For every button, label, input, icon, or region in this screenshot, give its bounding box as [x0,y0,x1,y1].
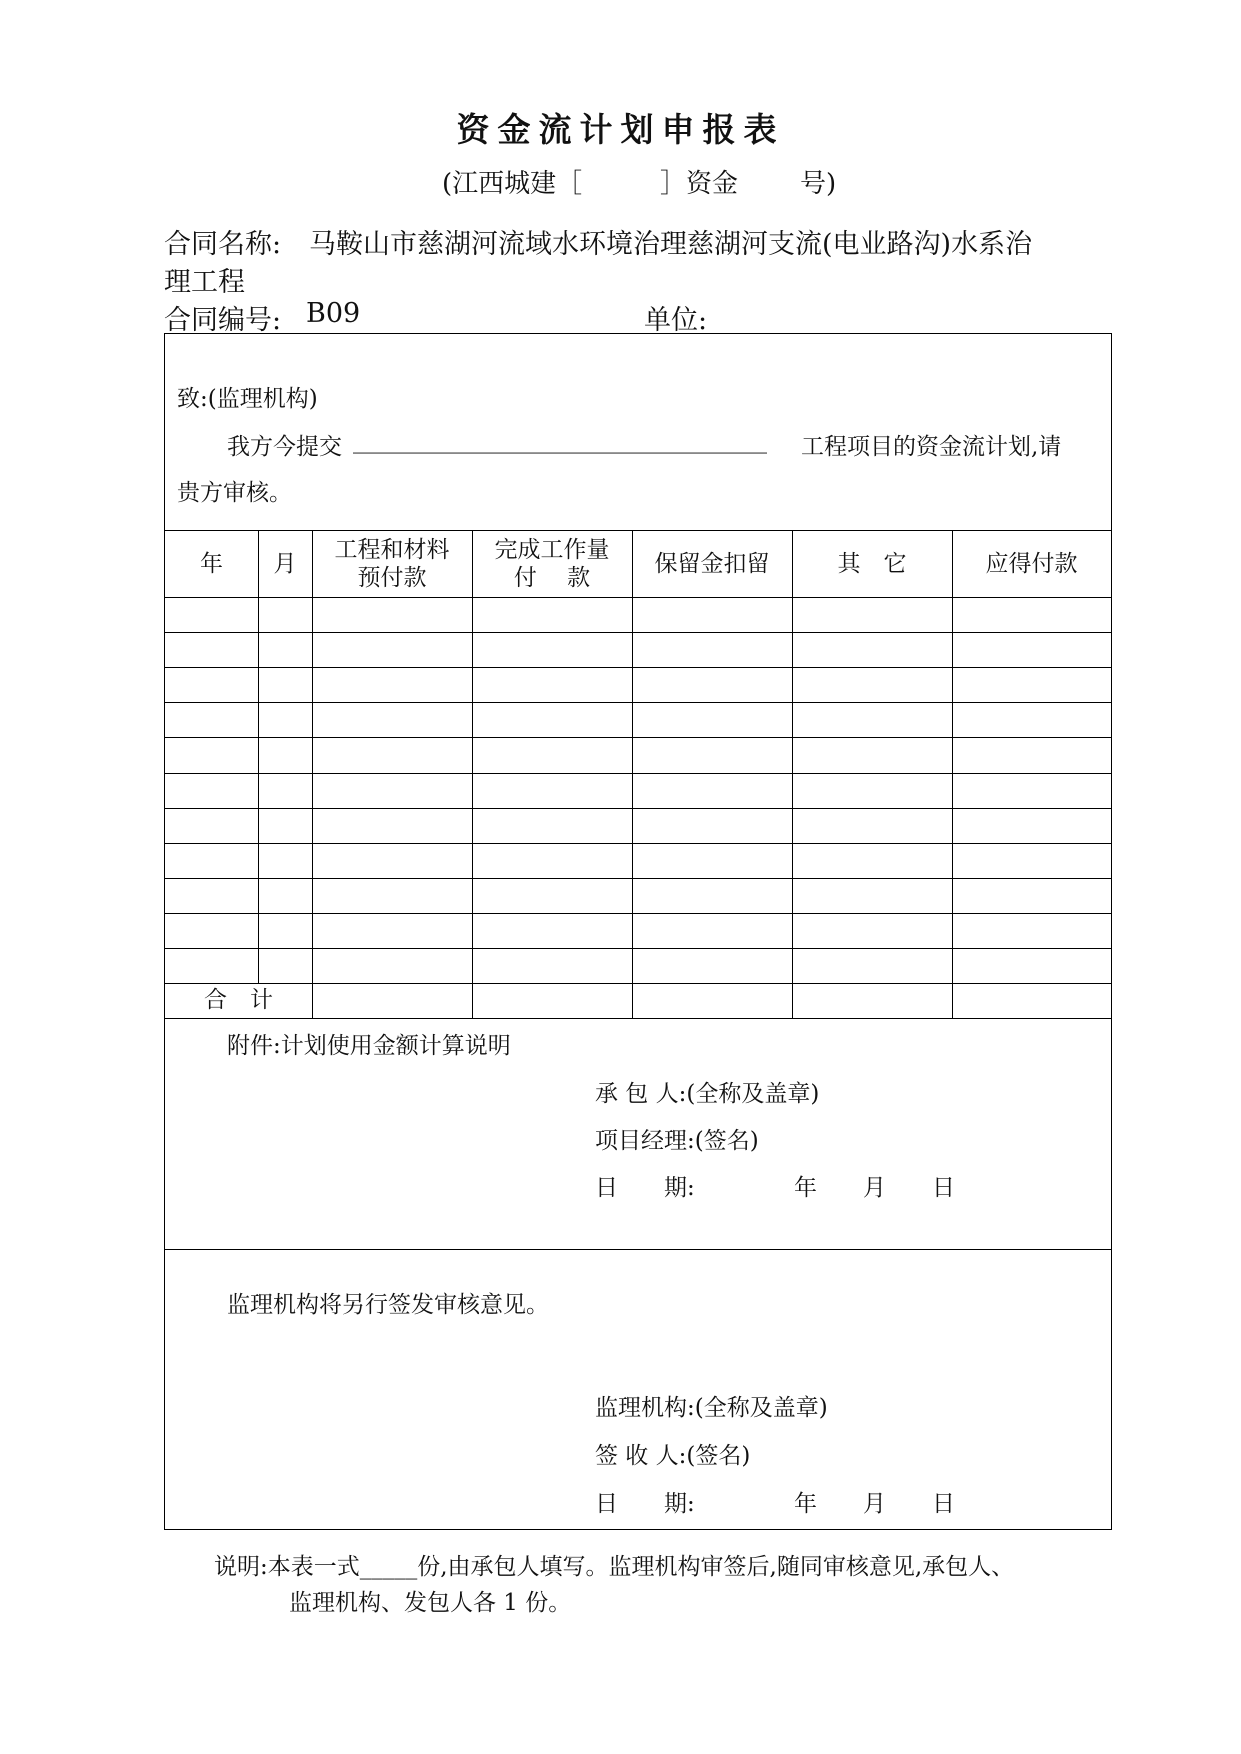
supervisor-org-sign: 监理机构:(全称及盖章) [595,1395,828,1421]
table-header-cell [258,530,312,597]
section-divider [165,1249,1111,1250]
form-frame [164,333,1112,1530]
table-column-border [258,530,259,983]
supervisor-statement: 监理机构将另行签发审核意见。 [227,1292,549,1318]
table-column-border [472,530,473,1018]
table-bottom-border [165,1018,1111,1019]
table-header-cell [952,530,1111,597]
table-header-line1: 年 [200,550,223,577]
table-row-border [165,632,1111,633]
contract-number-value: B09 [306,298,361,329]
footnote-line1: 说明:本表一式_____份,由承包人填写。监理机构审签后,随同审核意见,承包人、 [214,1554,1015,1580]
letter-body-prefix: 我方今提交 [227,434,342,460]
letter-body-blank[interactable]: ____________________________________ [353,428,767,454]
contractor-sign: 承 包 人:(全称及盖章) [595,1081,820,1107]
table-row-border [165,913,1111,914]
table-header-line1: 月 [273,550,297,577]
table-header-cell [632,530,792,597]
subtitle-prefix: (江西城建［ [442,169,583,199]
unit-label: 单位: [644,305,708,336]
table-header-cell [165,530,258,597]
contractor-date-label: 日 期: [595,1175,695,1201]
table-row-border [165,878,1111,879]
attachment-note: 附件:计划使用金额计算说明 [227,1033,511,1059]
letter-to: 致:(监理机构) [177,386,318,412]
table-header-line1: 工程和材料 [334,536,450,563]
table-header-cell [312,530,472,597]
table-header-line1: 保留金扣留 [654,550,770,577]
letter-body-line2: 贵方审核。 [177,480,292,506]
table-column-border [792,530,793,1018]
table-header-line1: 应得付款 [985,550,1078,577]
contract-name-label: 合同名称: [164,229,282,260]
table-header-cell [792,530,952,597]
table-row-border [165,808,1111,809]
table-row-border [165,773,1111,774]
letter-body-suffix: 工程项目的资金流计划,请 [801,434,1062,460]
supervisor-date-fields: 年 月 日 [794,1491,955,1517]
table-column-border [632,530,633,1018]
table-row-border [165,948,1111,949]
table-row-border [165,702,1111,703]
table-header-line2: 付 款 [513,564,591,591]
table-column-border [952,530,953,1018]
table-header-line1: 其 它 [837,550,907,577]
supervisor-date-label: 日 期: [595,1491,695,1517]
table-row-border [165,843,1111,844]
contract-name-line2: 理工程 [164,267,245,298]
table-row-border [165,667,1111,668]
subtitle-suffix: 号) [800,169,837,199]
footnote-line2: 监理机构、发包人各 1 份。 [289,1590,572,1616]
receiver-sign: 签 收 人:(签名) [595,1443,751,1469]
contract-name-line1: 马鞍山市慈湖河流域水环境治理慈湖河支流(电业路沟)水系治 [309,229,1033,260]
manager-sign: 项目经理:(签名) [595,1128,759,1154]
page-title: 资金流计划申报表 [456,110,785,149]
table-column-border [312,530,313,1018]
table-header-border [165,597,1111,598]
table-header-line2: 预付款 [357,564,427,591]
table-header-line1: 完成工作量 [494,536,610,563]
subtitle-mid: ］资金 [660,169,739,199]
table-header-cell [472,530,632,597]
table-total-label: 合 计 [204,987,273,1014]
table-row-border [165,737,1111,738]
contractor-date-fields: 年 月 日 [794,1175,955,1201]
contract-number-label: 合同编号: [164,305,282,336]
